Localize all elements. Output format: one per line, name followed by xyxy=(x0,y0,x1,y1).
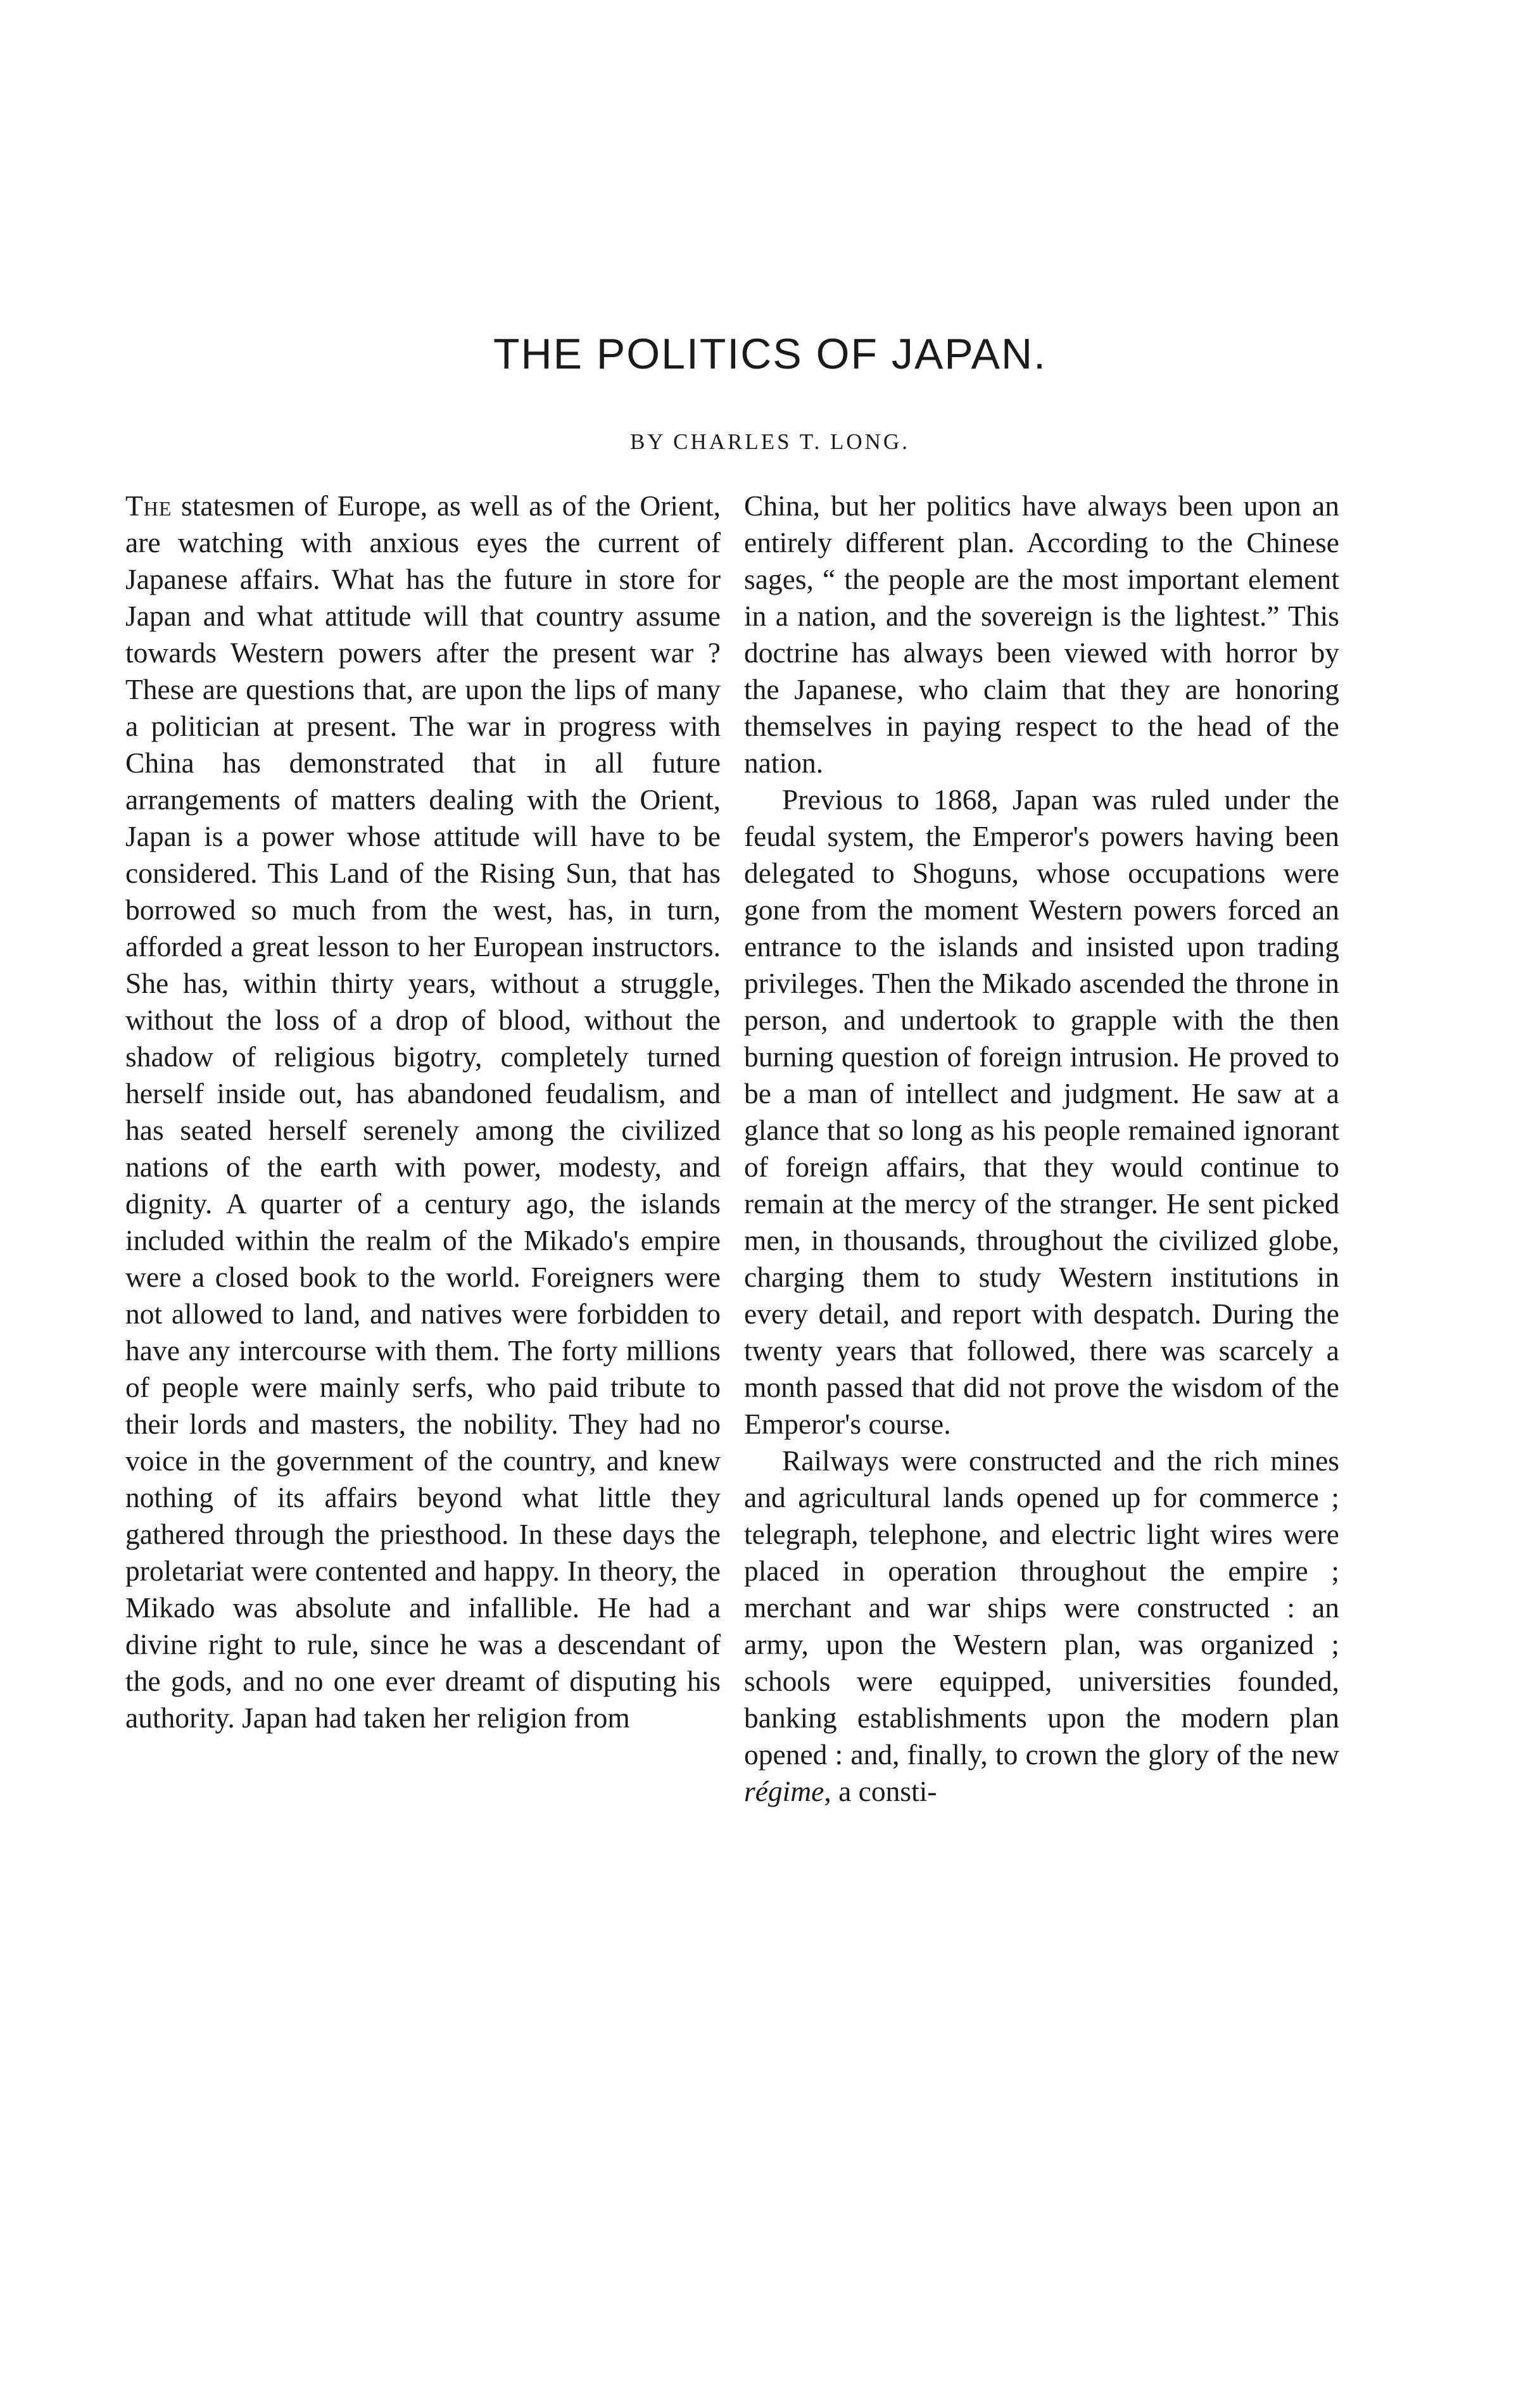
right-paragraph-3-end: , a consti- xyxy=(824,1775,937,1807)
right-paragraph-2: Previous to 1868, Japan was ruled under the feudal system, the Emperor's powers having been delegated to Shoguns, whose occupations were gone from the moment Western powers forced an entrance to the islands and insisted upon trading privileges. Then the Mikado ascended the throne in person, and undertook to grapple with the then burning question of foreign intrusion. He proved to be a man of intellect and judgment. He saw at a glance that so long as his people remained ignorant of foreign affairs, that they would continue to remain at the mercy of the stranger. He sent picked men, in thousands, throughout the civilized globe, charging them to study Western institutions in every detail, and report with despatch. During the twenty years that followed, there was scarcely a month passed that did not prove the wisdom of the Emperor's course. xyxy=(744,783,1339,1440)
right-paragraph-3 xyxy=(744,1443,1339,1810)
lead-word: The xyxy=(125,489,172,522)
right-column xyxy=(744,488,1339,1810)
right-paragraph-3-start: Railways were constructed and the rich mines and agricultural lands opened up for commerce ; telegraph, telephone, and electric light wires were placed in operation throughout the empire ; merchant and war ships were constructed : an army, upon the Western plan, was organized ; schools were equipped, universities founded, banking establishments upon the modern plan opened : and, finally, to crown the glory of the new xyxy=(744,1444,1339,1771)
article-title: THE POLITICS OF JAPAN. xyxy=(493,330,1047,378)
right-paragraph-1: China, but her politics have always been upon an entirely different plan. According to the Chinese sages, “ the people are the most important element in a nation, and the sovereign is the lightest.” This doctrine has always been viewed with horror by the Japanese, who claim that they are honoring themselves in paying respect to the head of the nation. xyxy=(744,489,1339,779)
left-paragraph-1-text: statesmen of Europe, as well as of the Orient, are watching with anxious eyes the current of Japanese affairs. What has the future in store for Japan and what attitude will that country assume towards Western powers after the present war ? These are questions that, are upon the lips of many a politician at present. The war in progress with China has demonstrated that in all future arrangements of matters dealing with the Orient, Japan is a power whose attitude will have to be considered. This Land of the Rising Sun, that has borrowed so much from the west, has, in turn, afforded a great lesson to her European instructors. She has, within thirty years, without a struggle, without the loss of a drop of blood, without the shadow of religious bigotry, completely turned herself inside out, has abandoned feudalism, and has seated herself serenely among the civilized nations of the earth with power, modesty, and dignity. A quarter of a century ago, the islands included within the realm of the Mikado's empire were a closed book to the world. Foreigners were not allowed to land, and natives were forbidden to have any intercourse with them. The forty millions of people were mainly serfs, who paid tribute to their lords and masters, the nobility. They had no voice in the government of the country, and knew nothing of its affairs beyond what little they gathered through the priesthood. In these days the proletariat were contented and happy. In theory, the Mikado was absolute and infallible. He had a divine right to rule, since he was a descendant of the gods, and no one ever dreamt of disputing his authority. Japan had taken her religion from xyxy=(125,489,721,1734)
article-byline: BY CHARLES T. LONG. xyxy=(630,429,910,454)
left-column xyxy=(125,488,721,1736)
left-paragraph-1 xyxy=(125,488,721,1736)
regime-word: régime xyxy=(744,1775,824,1807)
